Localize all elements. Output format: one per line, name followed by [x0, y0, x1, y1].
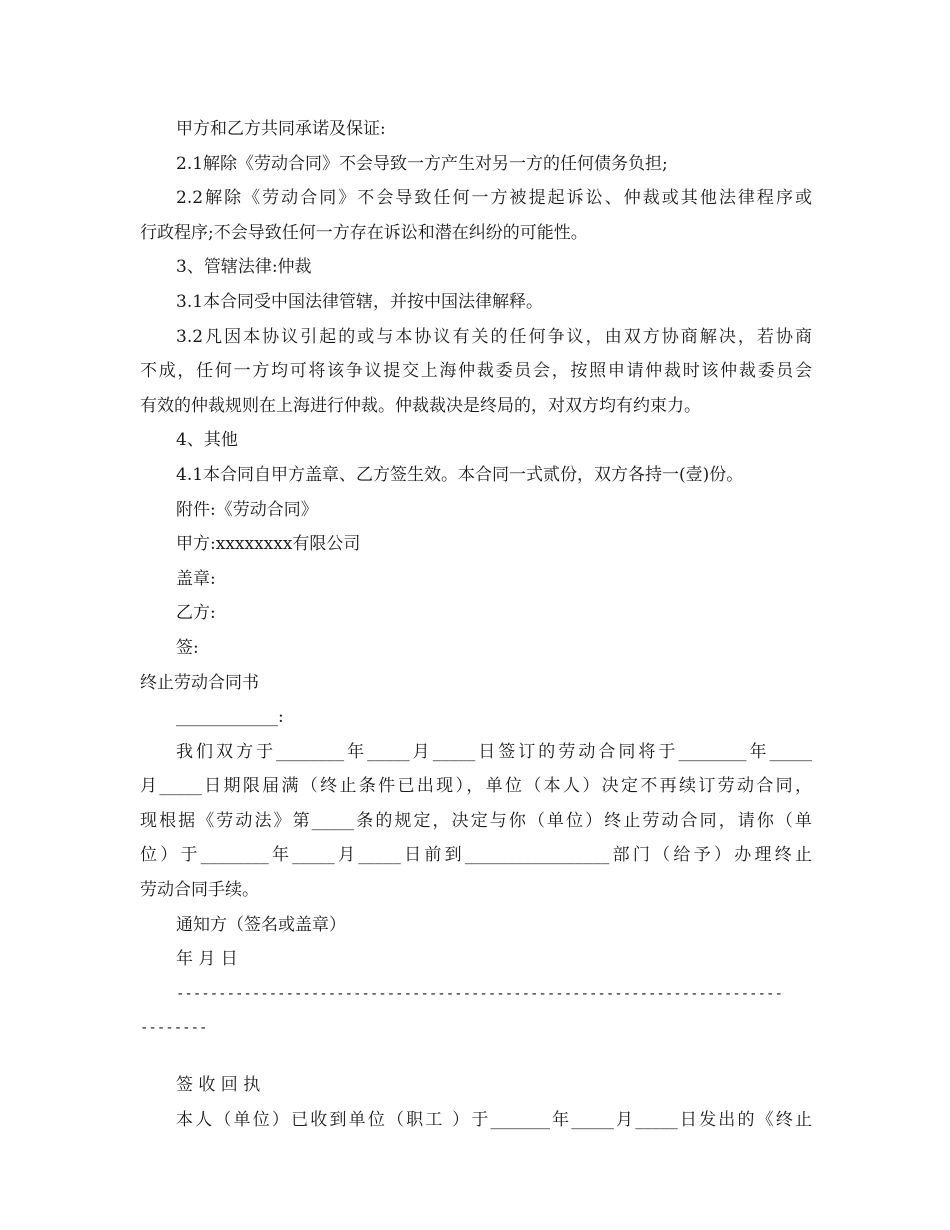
text-line: 签: — [176, 637, 199, 658]
text-line: 劳动合同手续。 — [140, 880, 259, 901]
text-line: 现根据《劳动法》第_____条的规定，决定与你（单位）终止劳动合同，请你（单 — [140, 810, 812, 831]
separator-line: -------- — [140, 1020, 208, 1037]
text-line: 通知方（签名或盖章） — [176, 914, 346, 935]
text-line: 乙方: — [176, 603, 216, 624]
text-line: 我们双方于________年_____月_____日签订的劳动合同将于________年_____ — [176, 741, 812, 762]
text-line: 4.1本合同自甲方盖章、乙方签生效。本合同一式贰份，双方各持一(壹)份。 — [176, 464, 744, 485]
text-line: 2.2解除《劳动合同》不会导致任何一方被提起诉讼、仲裁或其他法律程序或 — [176, 188, 812, 209]
text-line: 年 月 日 — [176, 949, 238, 970]
text-line: 3、管辖法律:仲裁 — [176, 257, 312, 278]
text-line: 2.1解除《劳动合同》不会导致一方产生对另一方的任何债务负担; — [176, 153, 668, 174]
text-line: 本人（单位）已收到单位（职工 ）于_______年_____月_____日发出的《终止 — [176, 1109, 812, 1130]
text-line: 3.2凡因本协议引起的或与本协议有关的任何争议，由双方协商解决，若协商 — [176, 326, 812, 347]
text-line: 4、其他 — [176, 430, 238, 451]
blank-line — [140, 1046, 812, 1068]
text-line: 位）于________年_____月_____日前到_________________部门（给予）办理终止 — [140, 845, 812, 866]
document-page — [140, 112, 812, 1137]
separator-line: ------------------------------------------------------------------------ — [176, 985, 783, 1002]
text-line: 终止劳动合同书 — [140, 672, 259, 693]
text-line: 有效的仲裁规则在上海进行仲裁。仲裁裁决是终局的，对双方均有约束力。 — [140, 395, 701, 416]
text-line: 月_____日期限届满（终止条件已出现），单位（本人）决定不再续订劳动合同， — [140, 776, 812, 797]
text-line: 3.1本合同受中国法律管辖，并按中国法律解释。 — [176, 291, 544, 312]
text-line: ____________: — [176, 707, 284, 728]
text-line: 签 收 回 执 — [176, 1075, 261, 1096]
text-line: 附件:《劳动合同》 — [176, 499, 318, 520]
text-line: 不成，任何一方均可将该争议提交上海仲裁委员会，按照申请仲裁时该仲裁委员会 — [140, 361, 812, 382]
text-line: 行政程序;不会导致任何一方存在诉讼和潜在纠纷的可能性。 — [140, 222, 588, 243]
text-line: 甲方和乙方共同承诺及保证: — [176, 119, 386, 139]
text-line: 甲方:xxxxxxxx有限公司 — [176, 534, 361, 555]
text-line: 盖章: — [176, 568, 216, 589]
